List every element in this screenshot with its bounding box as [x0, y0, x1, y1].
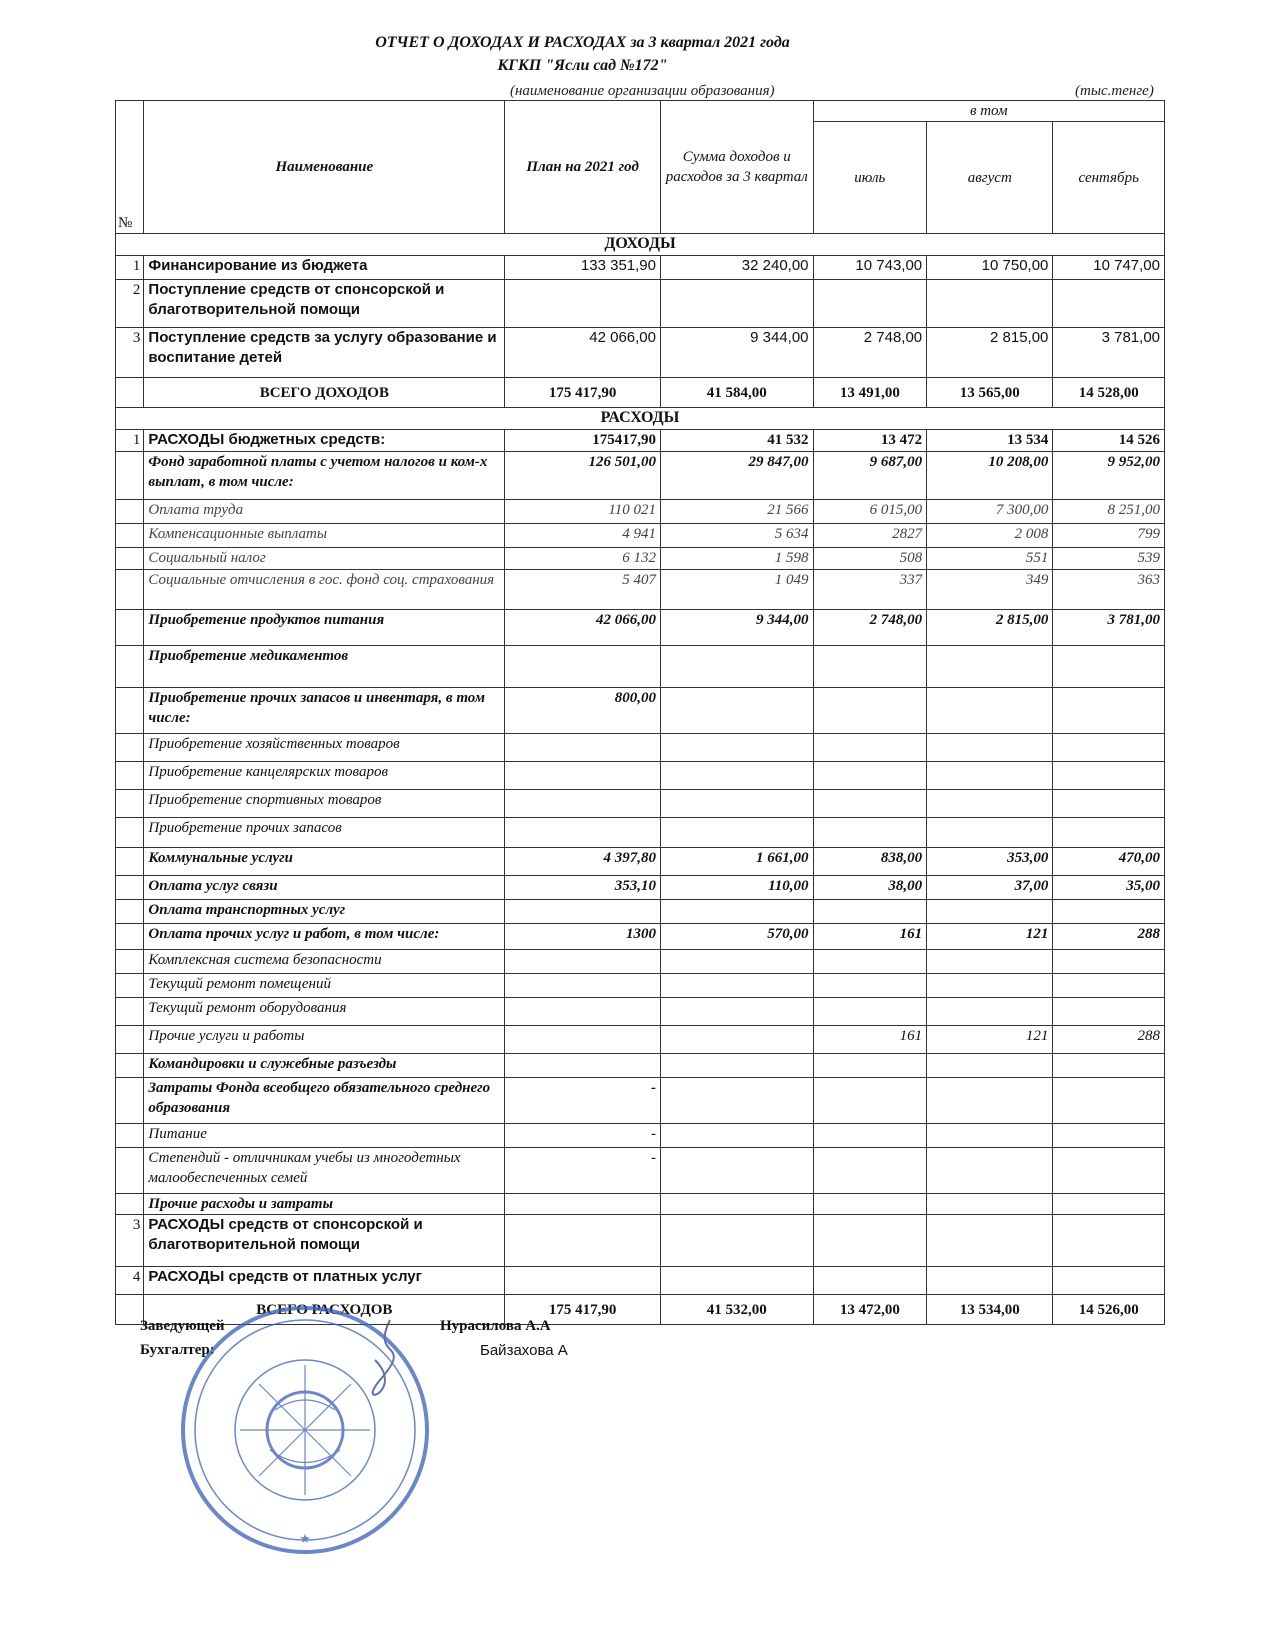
svg-text:★: ★ — [299, 1532, 311, 1547]
organization-caption: (наименование организации образования) — [510, 83, 775, 99]
table-row — [116, 328, 1165, 378]
row-value-jul — [813, 1194, 927, 1215]
row-name: Фонд заработной платы с учетом налогов и ком-х выплат, в том числе: — [144, 452, 505, 500]
row-name: Текущий ремонт оборудования — [144, 998, 505, 1026]
row-value-plan — [505, 790, 661, 818]
row-number — [116, 734, 144, 762]
row-value-sum: 110,00 — [660, 876, 813, 900]
row-value-jul — [813, 900, 927, 924]
row-value-sep — [1053, 688, 1165, 734]
row-number — [116, 378, 144, 408]
table-row — [116, 950, 1165, 974]
row-number — [116, 1124, 144, 1148]
row-value-aug: 551 — [927, 548, 1053, 570]
row-number — [116, 1054, 144, 1078]
row-value-jul: 9 687,00 — [813, 452, 927, 500]
row-value-sep: 8 251,00 — [1053, 500, 1165, 524]
head-name: Нурасилова А.А — [440, 1318, 551, 1334]
row-value-plan — [505, 280, 661, 328]
table-row — [116, 570, 1165, 610]
row-name: Оплата прочих услуг и работ, в том числе: — [144, 924, 505, 950]
row-value-plan: 4 941 — [505, 524, 661, 548]
row-value-aug — [927, 900, 1053, 924]
report-title: ОТЧЕТ О ДОХОДАХ И РАСХОДАХ за 3 квартал 2021 года — [375, 34, 790, 51]
row-value-plan — [505, 646, 661, 688]
income-total-row-jul: 13 491,00 — [813, 378, 927, 408]
row-value-sep — [1053, 1054, 1165, 1078]
accountant-name: Байзахова А — [480, 1342, 568, 1359]
row-value-plan: 800,00 — [505, 688, 661, 734]
row-number — [116, 818, 144, 848]
row-value-sep — [1053, 900, 1165, 924]
row-number — [116, 998, 144, 1026]
income-total-row — [116, 378, 1165, 408]
income-total-row-aug: 13 565,00 — [927, 378, 1053, 408]
row-number — [116, 646, 144, 688]
table-row — [116, 280, 1165, 328]
row-value-sep: 539 — [1053, 548, 1165, 570]
row-value-aug: 10 750,00 — [927, 256, 1053, 280]
row-value-jul — [813, 1215, 927, 1267]
row-value-sum — [660, 646, 813, 688]
row-value-plan — [505, 734, 661, 762]
row-value-aug: 2 815,00 — [927, 610, 1053, 646]
row-value-plan: 42 066,00 — [505, 328, 661, 378]
official-stamp — [175, 1300, 435, 1560]
income-total-row-label: ВСЕГО ДОХОДОВ — [144, 378, 505, 408]
row-value-aug: 7 300,00 — [927, 500, 1053, 524]
row-name: Прочие услуги и работы — [144, 1026, 505, 1054]
table-row — [116, 876, 1165, 900]
row-number — [116, 1026, 144, 1054]
row-name: Приобретение медикаментов — [144, 646, 505, 688]
organization-name: КГКП "Ясли сад №172" — [497, 57, 668, 74]
row-value-sep: 14 526 — [1053, 430, 1165, 452]
row-value-sep — [1053, 974, 1165, 998]
col-header-sum: Сумма доходов и расходов за 3 квартал — [660, 101, 813, 234]
row-value-sum — [660, 790, 813, 818]
col-header-name: Наименование — [144, 101, 505, 234]
table-row — [116, 734, 1165, 762]
section-income — [116, 234, 1165, 256]
income-total-row-plan: 175 417,90 — [505, 378, 661, 408]
row-value-sum — [660, 1078, 813, 1124]
row-number: 3 — [116, 1215, 144, 1267]
row-value-jul — [813, 280, 927, 328]
row-value-sep: 9 952,00 — [1053, 452, 1165, 500]
row-number — [116, 548, 144, 570]
row-value-aug — [927, 1215, 1053, 1267]
row-value-jul: 38,00 — [813, 876, 927, 900]
row-value-sum — [660, 900, 813, 924]
table-row — [116, 646, 1165, 688]
accountant-label: Бухгалтер: — [140, 1342, 215, 1358]
row-name: Прочие расходы и затраты — [144, 1194, 505, 1215]
row-value-plan: 126 501,00 — [505, 452, 661, 500]
row-name: Оплата труда — [144, 500, 505, 524]
row-value-plan — [505, 818, 661, 848]
row-value-aug: 121 — [927, 924, 1053, 950]
row-value-sum — [660, 1194, 813, 1215]
row-value-aug — [927, 1054, 1053, 1078]
row-value-jul — [813, 734, 927, 762]
row-value-aug: 121 — [927, 1026, 1053, 1054]
row-value-jul — [813, 790, 927, 818]
row-value-aug — [927, 1267, 1053, 1295]
row-value-sum: 5 634 — [660, 524, 813, 548]
row-value-sum: 1 049 — [660, 570, 813, 610]
row-value-jul: 838,00 — [813, 848, 927, 876]
row-value-plan — [505, 1054, 661, 1078]
row-value-sep: 10 747,00 — [1053, 256, 1165, 280]
row-value-plan: 110 021 — [505, 500, 661, 524]
row-value-jul — [813, 1267, 927, 1295]
row-value-sep — [1053, 646, 1165, 688]
row-value-aug: 37,00 — [927, 876, 1053, 900]
row-value-sum: 1 598 — [660, 548, 813, 570]
row-value-sum: 21 566 — [660, 500, 813, 524]
row-name: Социальные отчисления в гос. фонд соц. страхования — [144, 570, 505, 610]
row-value-jul: 2 748,00 — [813, 328, 927, 378]
row-number — [116, 900, 144, 924]
expense-total-row-jul: 13 472,00 — [813, 1295, 927, 1325]
row-value-plan — [505, 974, 661, 998]
row-value-plan: 353,10 — [505, 876, 661, 900]
table-row — [116, 500, 1165, 524]
row-value-aug — [927, 790, 1053, 818]
table-row — [116, 610, 1165, 646]
row-value-aug: 353,00 — [927, 848, 1053, 876]
row-value-aug: 10 208,00 — [927, 452, 1053, 500]
row-value-sum — [660, 1267, 813, 1295]
row-value-sum — [660, 280, 813, 328]
row-value-sep — [1053, 1078, 1165, 1124]
row-value-jul — [813, 818, 927, 848]
row-number — [116, 974, 144, 998]
table-row — [116, 790, 1165, 818]
section-expenses-label: РАСХОДЫ — [116, 408, 1165, 430]
row-value-plan — [505, 998, 661, 1026]
income-total-row-sep: 14 528,00 — [1053, 378, 1165, 408]
row-name: Финансирование из бюджета — [144, 256, 505, 280]
row-value-sep — [1053, 818, 1165, 848]
row-value-sep — [1053, 762, 1165, 790]
row-name: Приобретение прочих запасов и инвентаря, в том числе: — [144, 688, 505, 734]
row-name: Приобретение спортивных товаров — [144, 790, 505, 818]
row-name: Комплексная система безопасности — [144, 950, 505, 974]
row-value-sep: 35,00 — [1053, 876, 1165, 900]
row-value-sum: 9 344,00 — [660, 610, 813, 646]
expense-total-row-aug: 13 534,00 — [927, 1295, 1053, 1325]
row-number — [116, 452, 144, 500]
row-value-aug: 2 815,00 — [927, 328, 1053, 378]
row-name: РАСХОДЫ средств от спонсорской и благотворительной помощи — [144, 1215, 505, 1267]
table-row — [116, 1026, 1165, 1054]
row-value-sum: 41 532 — [660, 430, 813, 452]
row-value-aug — [927, 1194, 1053, 1215]
row-value-plan: 133 351,90 — [505, 256, 661, 280]
row-value-aug — [927, 818, 1053, 848]
row-value-jul — [813, 1054, 927, 1078]
row-number — [116, 1194, 144, 1215]
row-value-jul — [813, 762, 927, 790]
row-value-jul: 337 — [813, 570, 927, 610]
row-value-plan: 6 132 — [505, 548, 661, 570]
row-name: Оплата услуг связи — [144, 876, 505, 900]
row-value-plan — [505, 1267, 661, 1295]
row-value-plan: - — [505, 1078, 661, 1124]
row-value-sum: 1 661,00 — [660, 848, 813, 876]
row-value-jul — [813, 974, 927, 998]
row-number — [116, 688, 144, 734]
row-value-plan: - — [505, 1124, 661, 1148]
table-row — [116, 452, 1165, 500]
row-number — [116, 848, 144, 876]
row-name: Командировки и служебные разъезды — [144, 1054, 505, 1078]
table-row — [116, 548, 1165, 570]
row-value-jul — [813, 1124, 927, 1148]
row-name: Приобретение хозяйственных товаров — [144, 734, 505, 762]
row-value-aug — [927, 688, 1053, 734]
row-value-aug — [927, 646, 1053, 688]
row-value-aug: 2 008 — [927, 524, 1053, 548]
col-header-in-that: в том — [813, 101, 1164, 122]
row-name: Питание — [144, 1124, 505, 1148]
row-value-jul: 161 — [813, 1026, 927, 1054]
row-value-sum — [660, 1054, 813, 1078]
row-value-sep — [1053, 734, 1165, 762]
table-row — [116, 1054, 1165, 1078]
row-value-aug — [927, 998, 1053, 1026]
table-row — [116, 762, 1165, 790]
row-name: Поступление средств за услугу образование и воспитание детей — [144, 328, 505, 378]
row-name: Приобретение прочих запасов — [144, 818, 505, 848]
income-total-row-sum: 41 584,00 — [660, 378, 813, 408]
row-value-plan: 4 397,80 — [505, 848, 661, 876]
table-row — [116, 848, 1165, 876]
row-value-plan — [505, 1215, 661, 1267]
row-name: Оплата транспортных услуг — [144, 900, 505, 924]
row-value-plan: 1300 — [505, 924, 661, 950]
row-number: 1 — [116, 430, 144, 452]
row-value-aug — [927, 1148, 1053, 1194]
table-row — [116, 924, 1165, 950]
table-row — [116, 688, 1165, 734]
col-header-sep: сентябрь — [1053, 122, 1165, 234]
row-value-plan: - — [505, 1148, 661, 1194]
row-number — [116, 1148, 144, 1194]
row-name: Поступление средств от спонсорской и благотворительной помощи — [144, 280, 505, 328]
table-row — [116, 1148, 1165, 1194]
row-name: Степендий - отличникам учебы из многодетных малообеспеченных семей — [144, 1148, 505, 1194]
expense-total-row-label: ВСЕГО РАСХОДОВ — [144, 1295, 505, 1325]
row-value-aug — [927, 762, 1053, 790]
row-number: 2 — [116, 280, 144, 328]
table-row — [116, 1194, 1165, 1215]
table-row — [116, 1215, 1165, 1267]
row-number: 4 — [116, 1267, 144, 1295]
table-row — [116, 524, 1165, 548]
row-value-sep — [1053, 790, 1165, 818]
table-row — [116, 1078, 1165, 1124]
row-value-jul — [813, 998, 927, 1026]
row-value-sum — [660, 762, 813, 790]
row-value-sep — [1053, 1194, 1165, 1215]
row-value-sep: 3 781,00 — [1053, 610, 1165, 646]
row-value-aug — [927, 950, 1053, 974]
row-value-sep: 470,00 — [1053, 848, 1165, 876]
row-number — [116, 950, 144, 974]
row-value-sum: 32 240,00 — [660, 256, 813, 280]
row-value-jul: 13 472 — [813, 430, 927, 452]
row-value-sum: 570,00 — [660, 924, 813, 950]
row-number — [116, 570, 144, 610]
row-number — [116, 524, 144, 548]
row-value-jul — [813, 646, 927, 688]
row-value-jul: 2 748,00 — [813, 610, 927, 646]
report-table — [115, 100, 1165, 1325]
row-name: Затраты Фонда всеобщего обязательного среднего образования — [144, 1078, 505, 1124]
row-value-sum — [660, 974, 813, 998]
row-value-sum — [660, 1124, 813, 1148]
row-value-sep — [1053, 280, 1165, 328]
row-number — [116, 610, 144, 646]
row-number: 3 — [116, 328, 144, 378]
row-number — [116, 924, 144, 950]
row-value-sum: 29 847,00 — [660, 452, 813, 500]
row-value-aug — [927, 734, 1053, 762]
row-name: Коммунальные услуги — [144, 848, 505, 876]
row-value-jul — [813, 1148, 927, 1194]
row-value-aug — [927, 974, 1053, 998]
row-number — [116, 762, 144, 790]
row-value-jul — [813, 950, 927, 974]
row-value-sep: 3 781,00 — [1053, 328, 1165, 378]
row-value-sep: 288 — [1053, 924, 1165, 950]
row-name: РАСХОДЫ бюджетных средств: — [144, 430, 505, 452]
row-name: Социальный налог — [144, 548, 505, 570]
row-value-jul — [813, 1078, 927, 1124]
row-value-jul: 10 743,00 — [813, 256, 927, 280]
row-value-plan — [505, 900, 661, 924]
row-name: Текущий ремонт помещений — [144, 974, 505, 998]
row-name: Приобретение канцелярских товаров — [144, 762, 505, 790]
row-value-aug — [927, 1124, 1053, 1148]
row-value-sum — [660, 950, 813, 974]
row-value-jul: 2827 — [813, 524, 927, 548]
row-value-plan: 175417,90 — [505, 430, 661, 452]
row-value-sum — [660, 1026, 813, 1054]
col-header-aug: август — [927, 122, 1053, 234]
row-value-sum — [660, 818, 813, 848]
row-value-sep — [1053, 950, 1165, 974]
row-value-aug — [927, 280, 1053, 328]
table-row — [116, 974, 1165, 998]
row-value-sum — [660, 688, 813, 734]
row-value-sep: 363 — [1053, 570, 1165, 610]
row-name: РАСХОДЫ средств от платных услуг — [144, 1267, 505, 1295]
row-value-sum: 9 344,00 — [660, 328, 813, 378]
row-number — [116, 876, 144, 900]
units-caption: (тыс.тенге) — [1075, 83, 1154, 99]
table-row — [116, 998, 1165, 1026]
row-value-plan — [505, 1194, 661, 1215]
row-value-sep — [1053, 1215, 1165, 1267]
expense-total-row-plan: 175 417,90 — [505, 1295, 661, 1325]
row-number: 1 — [116, 256, 144, 280]
table-row — [116, 818, 1165, 848]
col-header-no: № — [116, 101, 144, 234]
row-value-plan — [505, 950, 661, 974]
row-number — [116, 500, 144, 524]
row-value-aug: 349 — [927, 570, 1053, 610]
section-income-label: ДОХОДЫ — [116, 234, 1165, 256]
table-row — [116, 1124, 1165, 1148]
row-value-jul: 508 — [813, 548, 927, 570]
row-value-aug — [927, 1078, 1053, 1124]
row-number — [116, 790, 144, 818]
row-value-sep — [1053, 1267, 1165, 1295]
expense-total-row-sum: 41 532,00 — [660, 1295, 813, 1325]
row-value-plan: 42 066,00 — [505, 610, 661, 646]
row-number — [116, 1078, 144, 1124]
section-expenses — [116, 408, 1165, 430]
head-label: Заведующей — [140, 1318, 225, 1334]
row-value-aug: 13 534 — [927, 430, 1053, 452]
col-header-plan: План на 2021 год — [505, 101, 661, 234]
row-value-sep: 799 — [1053, 524, 1165, 548]
row-value-sum — [660, 1148, 813, 1194]
row-value-jul: 6 015,00 — [813, 500, 927, 524]
col-header-jul: июль — [813, 122, 927, 234]
table-row — [116, 256, 1165, 280]
row-value-plan: 5 407 — [505, 570, 661, 610]
expense-total-row-sep: 14 526,00 — [1053, 1295, 1165, 1325]
row-name: Компенсационные выплаты — [144, 524, 505, 548]
row-value-sum — [660, 734, 813, 762]
row-value-sum — [660, 1215, 813, 1267]
row-value-jul: 161 — [813, 924, 927, 950]
row-value-sep — [1053, 998, 1165, 1026]
row-value-jul — [813, 688, 927, 734]
table-row — [116, 1267, 1165, 1295]
row-value-sep — [1053, 1148, 1165, 1194]
row-name: Приобретение продуктов питания — [144, 610, 505, 646]
row-value-sum — [660, 998, 813, 1026]
row-value-plan — [505, 1026, 661, 1054]
row-value-plan — [505, 762, 661, 790]
row-value-sep: 288 — [1053, 1026, 1165, 1054]
row-value-sep — [1053, 1124, 1165, 1148]
table-row — [116, 430, 1165, 452]
table-row — [116, 900, 1165, 924]
